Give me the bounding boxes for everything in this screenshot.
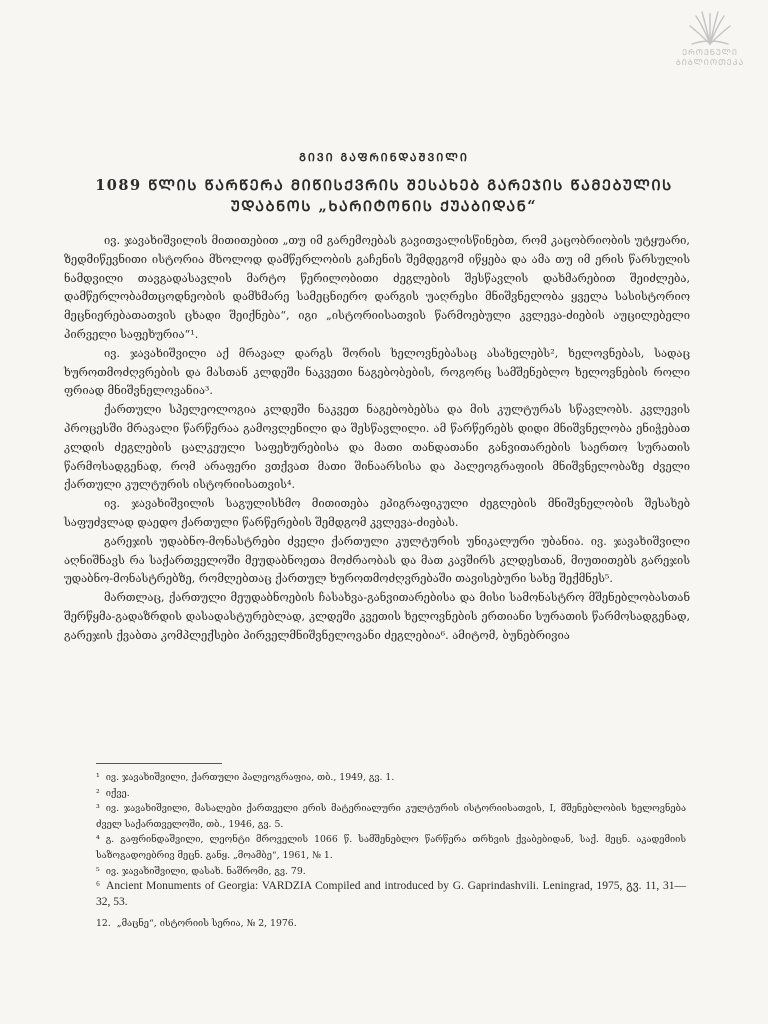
logo-text-line1: ᲔᲠᲝᲕᲜᲣᲚᲘ xyxy=(682,48,738,57)
footnote xyxy=(96,832,686,863)
paragraph-4: ივ. ჯავახიშვილის საგულისხმო მითითება ეპიგრაფიკული ძეგლების მნიშვნელობის შესახებ საფუძვლად დაედო ქართული წარწერების შემდგომ კვლევა-ძიებას. xyxy=(64,497,690,529)
library-logo xyxy=(662,8,758,86)
footnote-number: ⁶ xyxy=(96,880,101,893)
footnote xyxy=(96,801,686,832)
footnote-divider xyxy=(96,763,222,764)
footnote-number: ⁴ xyxy=(96,834,100,846)
footnote-number: ³ xyxy=(96,803,100,815)
article-title xyxy=(40,175,728,217)
paragraph-2: ივ. ჯავახიშვილი აქ მრავალ დარგს შორის ხელოვნებასაც ასახელებს², ხელოვნებას, სადაც ხუროთმოძღვრების და მასთან კლდეში ნაკვეთი ნაგებობების, როგორც სამშენებლო ხელოვნების როლი ფრიად მნიშვნელოვანია³. xyxy=(64,346,690,398)
author-name: ᲒᲘᲕᲘ ᲒᲐᲤᲠᲘᲜᲓᲐᲨᲕᲘᲚᲘ xyxy=(299,151,469,164)
paragraph-5: გარეჯის უდაბნო-მონასტრები ძველი ქართული კულტურის უნიკალური უბანია. ივ. ჯავახიშვილი აღნიშნავს რა საქართველოში მეუდაბნოეთა მოძრაობას და მათ კავშირს კლდესთან, მიუთითებს გარეჯის უდაბნო-მონასტრებზე, რომლებთაც ქართულ ხუროთმოძღვრებაში თავისებური სახე შექმნეს⁵. xyxy=(64,534,690,586)
footnote xyxy=(96,770,686,786)
paragraph-6: მართლაც, ქართული მეუდაბნოების ჩასახვა-განვითარებისა და მისი სამონასტრო მშენებლობასთან შერწყმა-გადაზრდის დასადასტურებლად, კლდეში კვეთის ხელოვნების ერთიანი სურათის წარმოსადგენად, გარეჯის ქვაბთა კომპლექსები პირველმნიშვნელოვანი ძეგლებია⁶. ამიტომ, ბუნებრივია xyxy=(64,591,690,642)
footnote-text: ივ. ჯავახიშვილი, ქართული პალეოგრაფია, თბ., 1949, გვ. 1. xyxy=(105,772,395,783)
footnote xyxy=(96,879,686,910)
logo-text-line2: ᲑᲘᲑᲚᲘᲝᲗᲔᲙᲐ xyxy=(675,58,745,67)
footnote-text: „მაცნე“, ისტორიის სერია, № 2, 1976. xyxy=(116,918,297,930)
footnote-number: ¹ xyxy=(96,772,100,783)
footnote-text: Ancient Monuments of Georgia: VARDZIA Compiled and introduced by G. Gaprindashvili. Leningrad, 1975, გვ. 11, 31—32, 53. xyxy=(96,880,686,908)
article-body xyxy=(64,232,690,646)
footnote-number: 12. xyxy=(96,918,111,930)
footnote xyxy=(96,864,686,880)
title-line-2: ᲣᲓᲐᲑᲜᲝᲡ „ᲮᲐᲠᲘᲢᲝᲜᲘᲡ ᲥᲣᲐᲑᲘᲓᲐᲜ“ xyxy=(230,198,538,215)
footnotes xyxy=(96,770,686,932)
book-fan-icon xyxy=(686,8,734,48)
footnote-text: ივ. ჯავახიშვილი, მასალები ქართველი ერის მატერიალური კულტურის ისტორიისათვის, I, მშენებლობის ხელოვნება ძველ საქართველოში, თბ., 1946, გვ. 5. xyxy=(96,803,686,830)
footnote-text: იქვე. xyxy=(105,787,130,799)
footnote-number: ⁵ xyxy=(96,865,100,877)
footnote-number: ² xyxy=(96,787,100,799)
title-line-1: 1089 ᲬᲚᲘᲡ ᲬᲐᲠᲬᲔᲠᲐ ᲛᲘᲬᲘᲡᲥᲕᲠᲘᲡ ᲨᲔᲡᲐᲮᲔᲑ ᲒᲐᲠᲔᲯᲘᲡ ᲬᲐᲛᲔᲑᲣᲚᲘᲡ xyxy=(95,177,673,194)
paragraph-1: ივ. ჯავახიშვილის მითითებით „თუ იმ გარემოებას გავითვალისწინებთ, რომ კაცობრიობის უტყუარი, ზედმიწევნითი ისტორია მხოლოდ დამწერლობის გაჩენის შემდეგომ იწყება და ამა თუ იმ ერის წარსულის ნამდვილი თავგადასავლის მარტო წერილობითი ძეგლების შესწავლის დახმარებით შეიძლება, დამწერლობამთცოდნეობის დამხმარე სამეცნიერო დარგის უაღრესი მნიშვნელობა ყველა სასისტორიო მეცნიერებათათვის ცხადი შეიქნება“, იგი „ისტორიისათვის წარმოებული კვლევა-ძიების აუცილებელი პირველი საფეხურია“¹. xyxy=(64,234,690,341)
footnote-text: ივ. ჯავახიშვილი, დასახ. ნაშრომი, გვ. 79. xyxy=(105,865,306,877)
footnote-text: გ. გაფრინდაშვილი, ლეონტი მროველის 1066 წ. სამშენებლო წარწერა თრხვის ქვაბებიდან, საქ. მეცნ. აკადემიის საზოგადოებრივ მეცნ. განყ. „მოამბე“, 1961, № 1. xyxy=(96,834,686,861)
footnote xyxy=(96,786,686,802)
paragraph-3: ქართული სპელეოლოგია კლდეში ნაკვეთ ნაგებობებსა და მის კულტურას სწავლობს. კვლევის პროცესში მრავალი წარწერაა გამოვლენილი და შესწავლილი. ამ წარწერებს დიდი მნიშვნელობა ენიჭებათ კლდის ძეგლების ცალკეული საფეხურებისა და მათი თანდათანი განვითარების საერთო სურათის წარმოსადგენად, რომ არაფერი ვთქვათ მათი შინაარსისა და პალეოგრაფიის მნიშვნელობაზე ძველი ქართული კულტურის ისტორიისათვის⁴. xyxy=(64,403,690,492)
footnote xyxy=(0,916,686,932)
